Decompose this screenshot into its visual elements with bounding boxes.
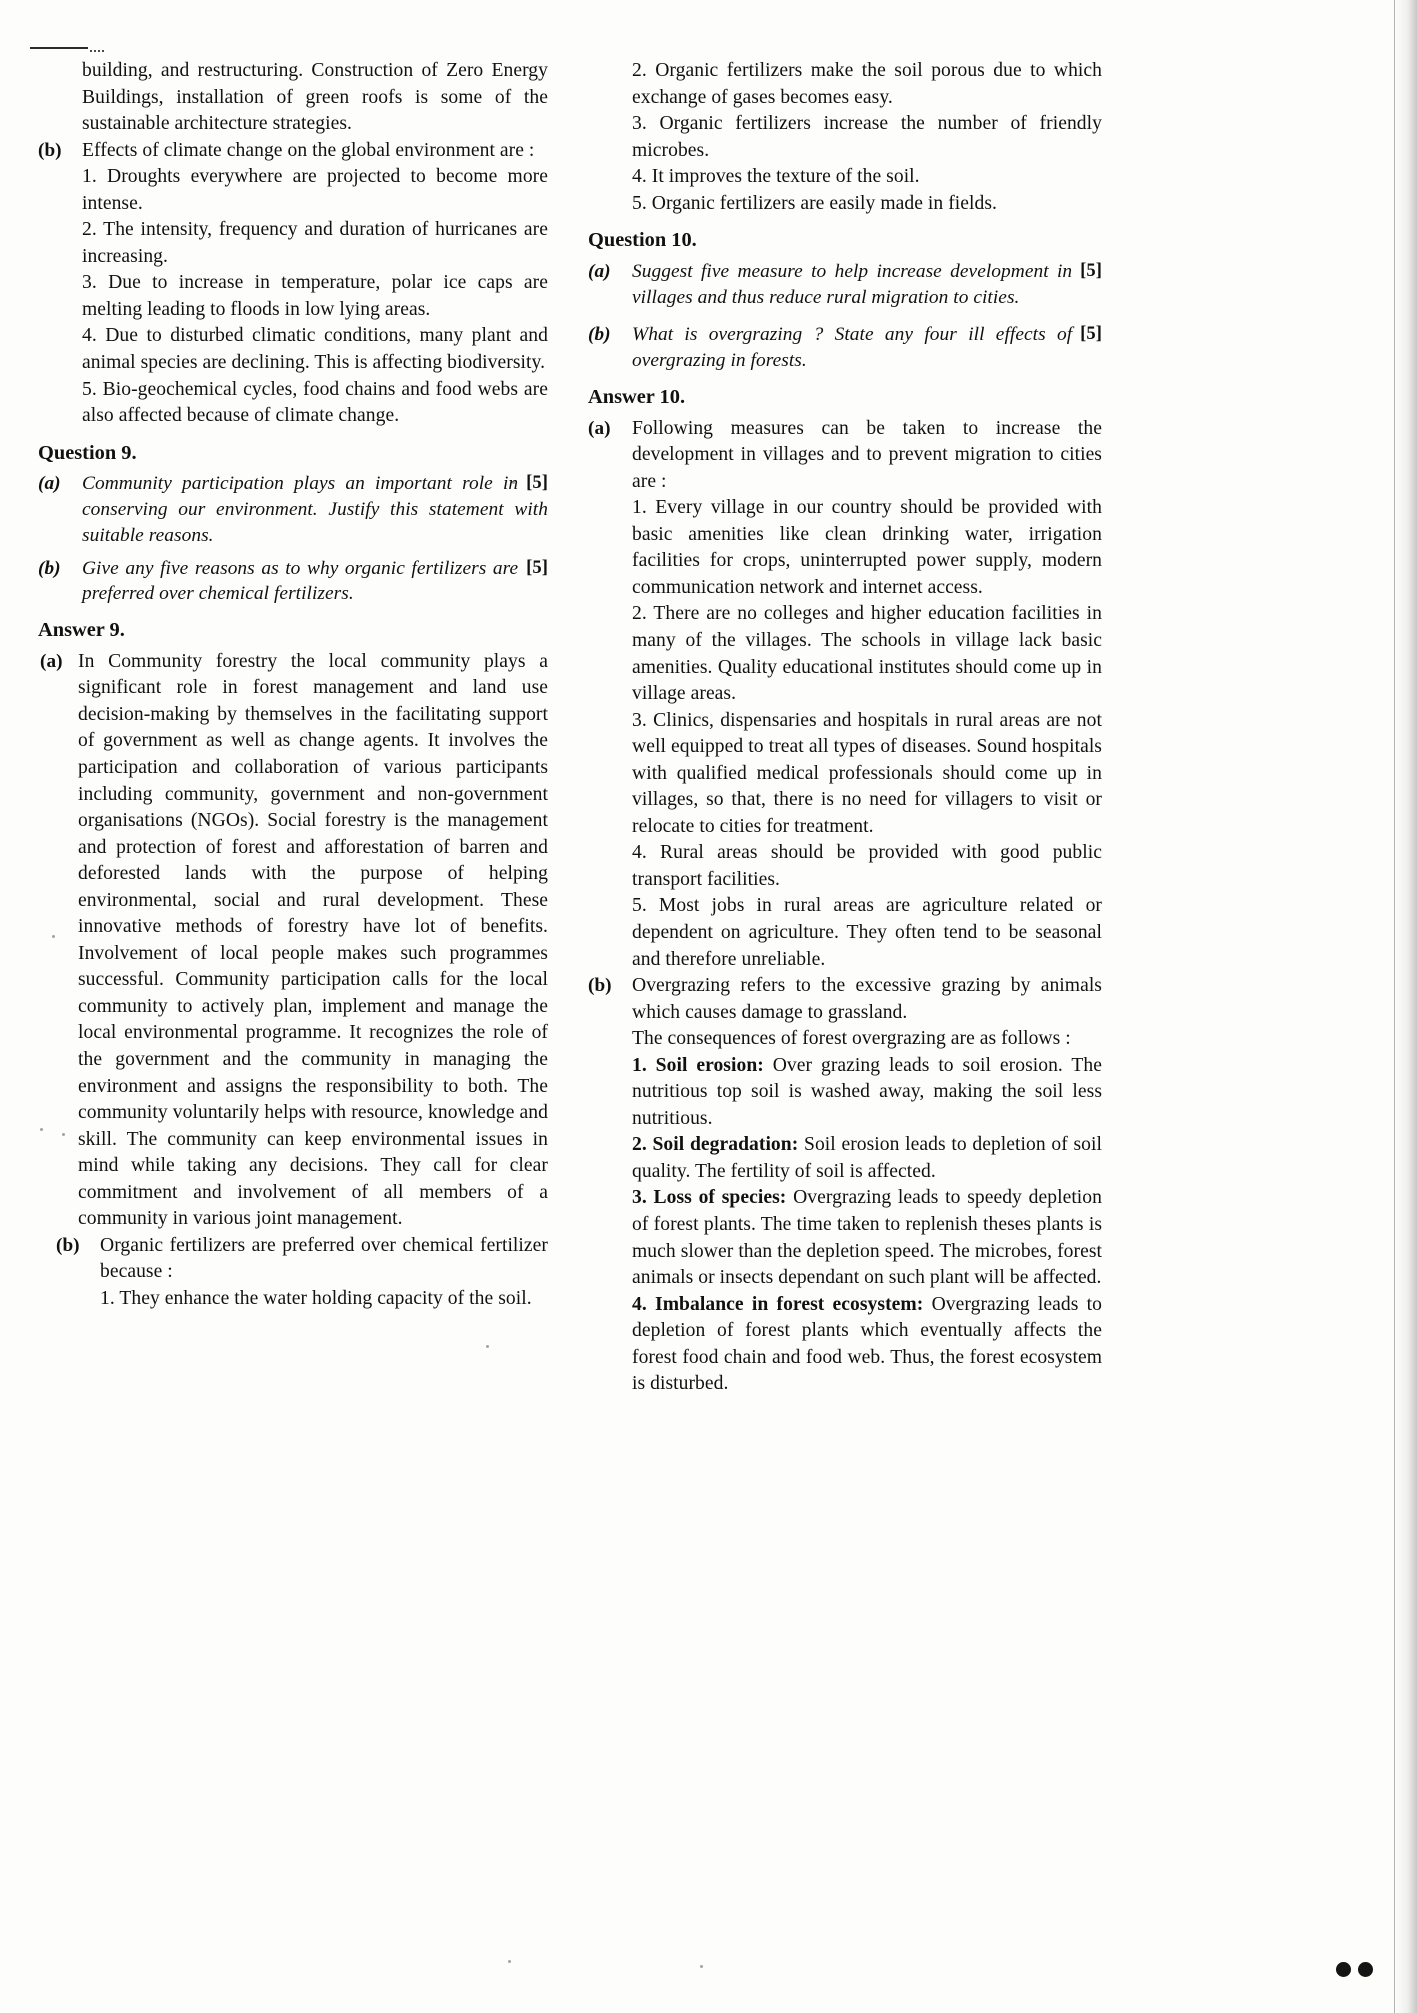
- answer-10b: [588, 973, 1102, 1026]
- answer-10a-point-3: 3. Clinics, dispensaries and hospitals in rural areas are not well equipped to treat all types of diseases. Sound hospitals with qualified medical professionals should come up in villages, so that, there is no need for villagers to visit or relocate to cities for treatment.: [632, 709, 1102, 837]
- effect-4-number: 4.: [632, 1293, 647, 1315]
- effect-4-title: Imbalance in forest ecosystem:: [655, 1293, 924, 1315]
- climate-point-3: 3. Due to increase in temperature, polar ice caps are melting leading to floods in low lying areas.: [82, 272, 548, 320]
- fertilizer-point-5: 5. Organic fertilizers are easily made in fields.: [632, 192, 997, 214]
- answer-10a-intro: Following measures can be taken to increase the development in villages and to prevent migration to cities are :: [632, 417, 1102, 492]
- effect-4-body: Overgrazing leads to depletion of forest plants which eventually affects the forest food chain and food web. Thus, the forest ecosystem is disturbed.: [632, 1293, 1102, 1395]
- question-10a-text: Suggest five measure to help increase development in villages and thus reduce rural migration to cities.: [632, 260, 1073, 308]
- scan-speck: [700, 1965, 703, 1968]
- top-dash-tail-mark: [90, 50, 104, 52]
- fertilizer-point-4: 4. It improves the texture of the soil.: [632, 166, 920, 188]
- item-label-b: (b): [38, 139, 62, 161]
- answer-9b: [38, 1233, 548, 1286]
- answer-9-heading: Answer 9.: [38, 619, 125, 642]
- answer-10b-intro2: The consequences of forest overgrazing are as follows :: [632, 1028, 1071, 1050]
- answer-10a: [588, 416, 1102, 496]
- climate-point-4: 4. Due to disturbed climatic conditions, many plant and animal species are declining. This is affecting biodiversity.: [82, 325, 548, 374]
- answer-10b-label: (b): [588, 975, 612, 997]
- end-dot: [1336, 1962, 1351, 1977]
- answer-9b-point-1: 1. They enhance the water holding capacity of the soil.: [100, 1287, 532, 1309]
- left-column: [0, 58, 560, 1398]
- answer-10a-point-4: 4. Rural areas should be provided with good public transport facilities.: [632, 842, 1102, 890]
- right-column: [560, 58, 1120, 1398]
- top-dash-mark: [30, 47, 88, 49]
- effect-2-number: 2.: [632, 1134, 647, 1156]
- overgrazing-effect-3: [588, 1185, 1102, 1291]
- answer-10a-point-1: 1. Every village in our country should be provided with basic amenities like clean drinking water, irrigation facilities for crops, uninterrupted power supply, modern communication network and internet access.: [632, 497, 1102, 598]
- question-10-heading: Question 10.: [588, 229, 697, 252]
- climate-point-2: 2. The intensity, frequency and duration of hurricanes are increasing.: [82, 219, 548, 267]
- question-9b: [38, 556, 548, 608]
- answer-10a-label: (a): [588, 417, 611, 439]
- question-10b-label: (b): [588, 324, 611, 346]
- question-9a-label: (a): [38, 473, 61, 495]
- question-9a: [38, 471, 548, 548]
- question-9b-text: Give any five reasons as to why organic fertilizers are preferred over chemical fertilizers.: [82, 557, 519, 605]
- effect-2-body: Soil erosion leads to depletion of soil quality. The fertility of soil is affected.: [632, 1134, 1102, 1182]
- answer-9a-text: In Community forestry the local community plays a significant role in forest management and land use decision-making by themselves in the facilitating support of government as well as change agents. It involves the participation and collaboration of various participants including community, government and non-government organisations (NGOs). Social forestry is the management and protection of forest and afforestation of barren and deforested lands with the purpose of helping environmental, social and rural development. These innovative methods of forestry have lot of benefits. Involvement of local people makes such programmes successful. Community participation calls for the local community to actively plan, implement and manage the local environmental programme. It recognizes the role of the government and the community in managing the environment and assigns the responsibility to both. The community voluntarily helps with resource, knowledge and skill. The community can keep environmental issues in mind while taking any decisions. They call for clear commitment and involvement of all members of a community in various joint management.: [78, 650, 548, 1230]
- effect-1-body: Over grazing leads to soil erosion. The nutritious top soil is washed away, making the soil less nutritious.: [632, 1054, 1103, 1129]
- answer-10b-intro: Overgrazing refers to the excessive grazing by animals which causes damage to grassland.: [632, 975, 1102, 1023]
- two-column-body: [0, 58, 1417, 1398]
- continued-paragraph: building, and restructuring. Construction of Zero Energy Buildings, installation of green roofs is some of the sustainable architecture strategies.: [82, 60, 548, 135]
- fertilizer-point-3: 3. Organic fertilizers increase the number of friendly microbes.: [632, 113, 1102, 161]
- item-b-intro: Effects of climate change on the global environment are :: [82, 139, 535, 161]
- question-9a-text: Community participation plays an important role in conserving our environment. Justify this statement with suitable reasons.: [82, 473, 548, 546]
- answer-9a: [38, 649, 548, 1233]
- scan-speck: [508, 1960, 511, 1963]
- effect-3-body: Overgrazing leads to speedy depletion of forest plants. The time taken to replenish theses plants is much slower than the depletion speed. The microbes, forest animals or insects dependant on such plant will be affected.: [632, 1187, 1102, 1289]
- overgrazing-effect-2: [588, 1132, 1102, 1185]
- effect-1-number: 1.: [632, 1054, 647, 1076]
- answer-10a-point-2: 2. There are no colleges and higher education facilities in many of the villages. The schools in village lack basic amenities. Quality educational institutes should come up in village areas.: [632, 603, 1102, 705]
- question-10b: [588, 322, 1102, 374]
- climate-point-1: 1. Droughts everywhere are projected to become more intense.: [82, 166, 548, 214]
- effect-1-title: Soil erosion:: [655, 1054, 764, 1076]
- question-9b-label: (b): [38, 557, 61, 579]
- fertilizer-point-2: 2. Organic fertilizers make the soil porous due to which exchange of gases becomes easy.: [632, 60, 1102, 108]
- spacer: [38, 549, 548, 556]
- answer-10a-point-5: 5. Most jobs in rural areas are agriculture related or dependent on agriculture. They often tend to be seasonal and therefore unreliable.: [632, 895, 1102, 970]
- question-10a-marks: [5]: [1080, 259, 1102, 281]
- answer-10-heading: Answer 10.: [588, 386, 686, 409]
- climate-point-5: 5. Bio-geochemical cycles, food chains and food webs are also affected because of climate change.: [82, 378, 548, 427]
- answer-9b-intro: Organic fertilizers are preferred over chemical fertilizer because :: [100, 1234, 548, 1283]
- item-b-climate-effects: [38, 138, 548, 165]
- overgrazing-effect-1: [588, 1053, 1102, 1133]
- answer-9b-label: (b): [56, 1234, 80, 1256]
- answer-9a-label: (a): [40, 650, 63, 672]
- question-10a-label: (a): [588, 260, 611, 282]
- effect-2-title: Soil degradation:: [652, 1134, 799, 1156]
- question-10b-text: What is overgrazing ? State any four ill effects of overgrazing in forests.: [632, 324, 1073, 372]
- spacer: [588, 310, 1102, 322]
- question-10b-marks: [5]: [1080, 323, 1102, 345]
- question-9a-marks: [5]: [526, 472, 548, 494]
- question-10a: [588, 259, 1102, 311]
- end-of-answer-marker: [1336, 1962, 1373, 1977]
- overgrazing-effect-4: [588, 1292, 1102, 1398]
- effect-3-number: 3.: [632, 1187, 647, 1209]
- effect-3-title: Loss of species:: [653, 1187, 787, 1209]
- question-9-heading: Question 9.: [38, 441, 137, 464]
- question-9b-marks: [5]: [526, 556, 548, 578]
- end-dot: [1358, 1962, 1373, 1977]
